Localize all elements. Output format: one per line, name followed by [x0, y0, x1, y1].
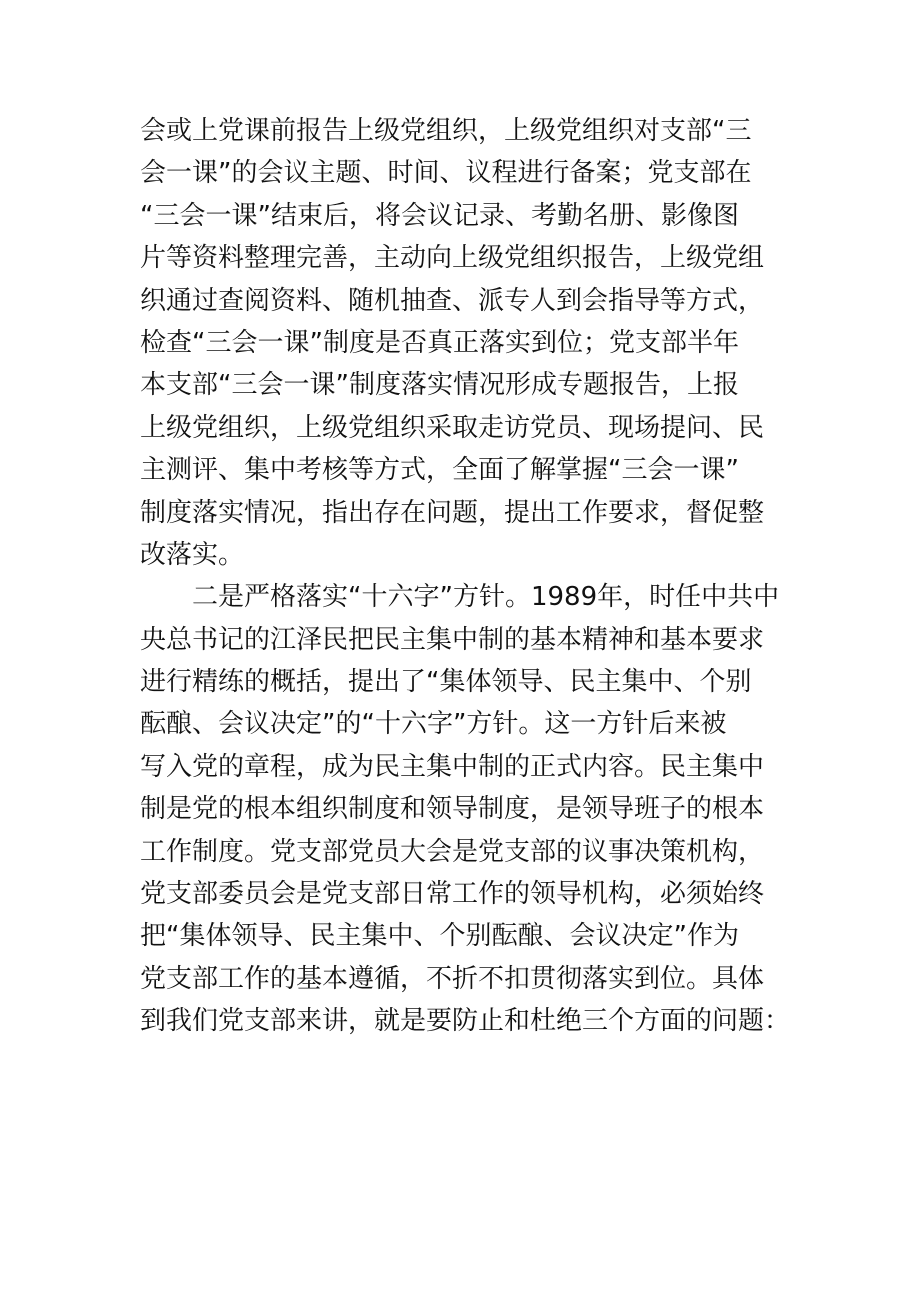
text-line: 主测评、集中考核等方式，全面了解掌握“三会一课”: [140, 455, 739, 486]
text-line: 工作制度。党支部党员大会是党支部的议事决策机构，: [140, 836, 765, 867]
text-line: 央总书记的江泽民把民主集中制的基本精神和基本要求: [140, 624, 765, 655]
text-line: 会或上党课前报告上级党组织，上级党组织对支部“三: [140, 116, 752, 146]
text-line: 党支部委员会是党支部日常工作的领导机构，必须始终: [140, 879, 765, 910]
text-line: 上级党组织，上级党组织采取走访党员、现场提问、民: [140, 412, 765, 443]
text-line: 进行精练的概括，提出了“集体领导、民主集中、个别: [140, 667, 752, 698]
text-line: 会一课”的会议主题、时间、议程进行备案；党支部在: [140, 158, 752, 189]
text-line: 制是党的根本组织制度和领导制度，是领导班子的根本: [140, 794, 765, 825]
text-line: 片等资料整理完善，主动向上级党组织报告，上级党组: [140, 243, 765, 274]
text-line: 本支部“三会一课”制度落实情况形成专题报告，上报: [140, 370, 739, 401]
text-line: 写入党的章程，成为民主集中制的正式内容。民主集中: [140, 751, 765, 782]
text-line: 党支部工作的基本遵循，不折不扣贯彻落实到位。具体: [140, 963, 765, 994]
text-line: 改落实。: [140, 539, 245, 570]
text-line: 把“集体领导、民主集中、个别酝酿、会议决定”作为: [140, 921, 739, 952]
text-line: 检查“三会一课”制度是否真正落实到位；党支部半年: [140, 327, 739, 358]
text-line: 到我们党支部来讲，就是要防止和杜绝三个方面的问题：: [140, 1006, 791, 1037]
text-line: 织通过查阅资料、随机抽查、派专人到会指导等方式，: [140, 285, 765, 316]
text-line: 酝酿、会议决定”的“十六字”方针。这一方针后来被: [140, 709, 727, 740]
text-line: 制度落实情况，指出存在问题，提出工作要求，督促整: [140, 497, 765, 528]
text-line: “三会一课”结束后，将会议记录、考勤名册、影像图: [140, 200, 739, 231]
paragraph-start-line: 二是严格落实“十六字”方针。1989年，时任中共中: [140, 582, 780, 613]
body-text: [140, 110, 790, 1043]
